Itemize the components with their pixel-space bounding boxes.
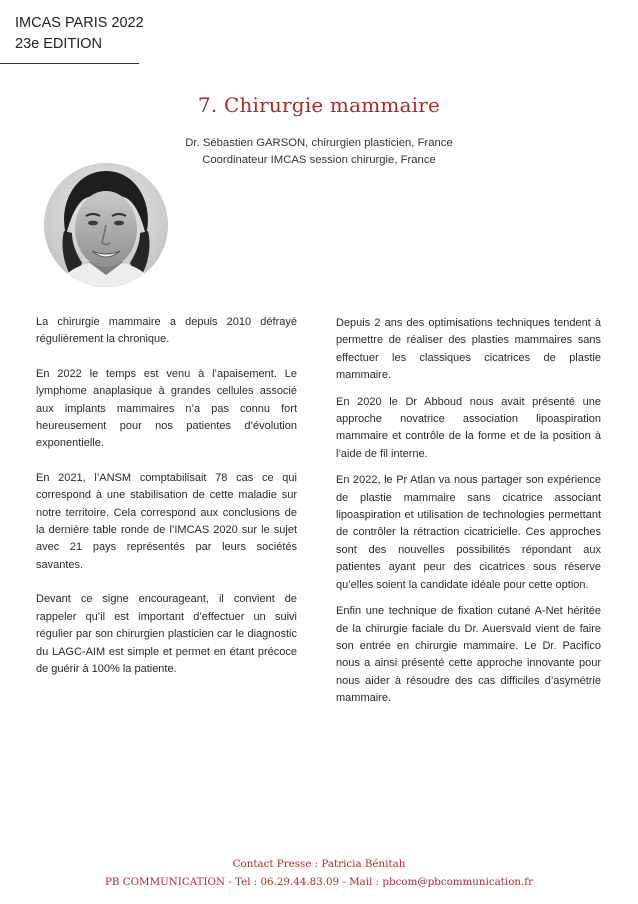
left-column [36, 314, 297, 678]
right-paragraph: Enfin une technique de fixation cutané A-Net héritée de la chirurgie faciale du Dr. Auersvald vient de faire son entrée en chirurgie mammaire. Le Dr. Pacifico nous a ainsi présenté cette approche innovante pour nous aider à résoudre des cas difficiles d’asymétrie mammaire. [336, 605, 601, 705]
footer-agency: PB COMMUNICATION - Tel : 06.29.44.83.09 - Mail : pbcom@pbcommunication.fr [104, 876, 534, 888]
document-header [15, 13, 144, 55]
right-paragraph: En 2022, le Pr Atlan va nous partager son expérience de plastie mammaire sans cicatrice associant lipoaspiration et utilisation de technologies permettant de contrôler la rétraction cicatricielle. Ces approches sont des nouvelles possibilités répondant aux patientes ayant peur des cicatrices sous réserve qu’elles soient la candidate idéale pour cette option. [336, 474, 601, 591]
portrait-image [44, 163, 168, 287]
left-paragraph: En 2021, l’ANSM comptabilisait 78 cas ce qui correspond à une stabilisation de cette maladie sur notre territoire. Cela correspond aux conclusions de la dernière table ronde de l’IMCAS 2020 sur le sujet avec 21 pays représentés par leurs sociétés savantes. [36, 471, 297, 571]
right-paragraph: En 2020 le Dr Abboud nous avait présenté une approche novatrice association lipoaspiration mammaire et contrôle de la forme et de la position à l’aide de fil interne. [336, 395, 601, 460]
right-paragraph: Depuis 2 ans des optimisations techniques tendent à permettre de réaliser des plasties mammaires sans effectuer les classiques cicatrices de plastie mammaire. [336, 317, 601, 382]
footer-contact: Contact Presse : Patricia Bénitah [232, 858, 406, 870]
left-paragraph: La chirurgie mammaire a depuis 2010 défrayé régulièrement la chronique. [36, 316, 297, 346]
author-block [130, 135, 508, 169]
author-role-line: Coordinateur IMCAS session chirurgie, France [202, 154, 436, 166]
section-title: 7. Chirurgie mammaire [197, 93, 441, 117]
header-divider [0, 63, 139, 64]
right-column [336, 315, 601, 708]
event-edition: 23e EDITION [15, 36, 103, 52]
event-name: IMCAS PARIS 2022 [15, 15, 144, 31]
author-portrait [44, 163, 168, 287]
left-paragraph: Devant ce signe encourageant, il convient de rappeler qu’il est important d’effectuer un suivi régulier par son chirurgien plasticien car le diagnostic du LAGC-AIM est simple et permet en étant précoce de guérir à 100% la patiente. [36, 593, 297, 675]
author-line: Dr. Sébastien GARSON, chirurgien plasticien, France [185, 137, 453, 149]
left-paragraph: En 2022 le temps est venu à l’apaisement. Le lymphome anaplasique à grandes cellules associé aux implants mammaires n’a pas connu fort heureusement pour nos patientes d’évolution exponentielle. [36, 367, 297, 450]
